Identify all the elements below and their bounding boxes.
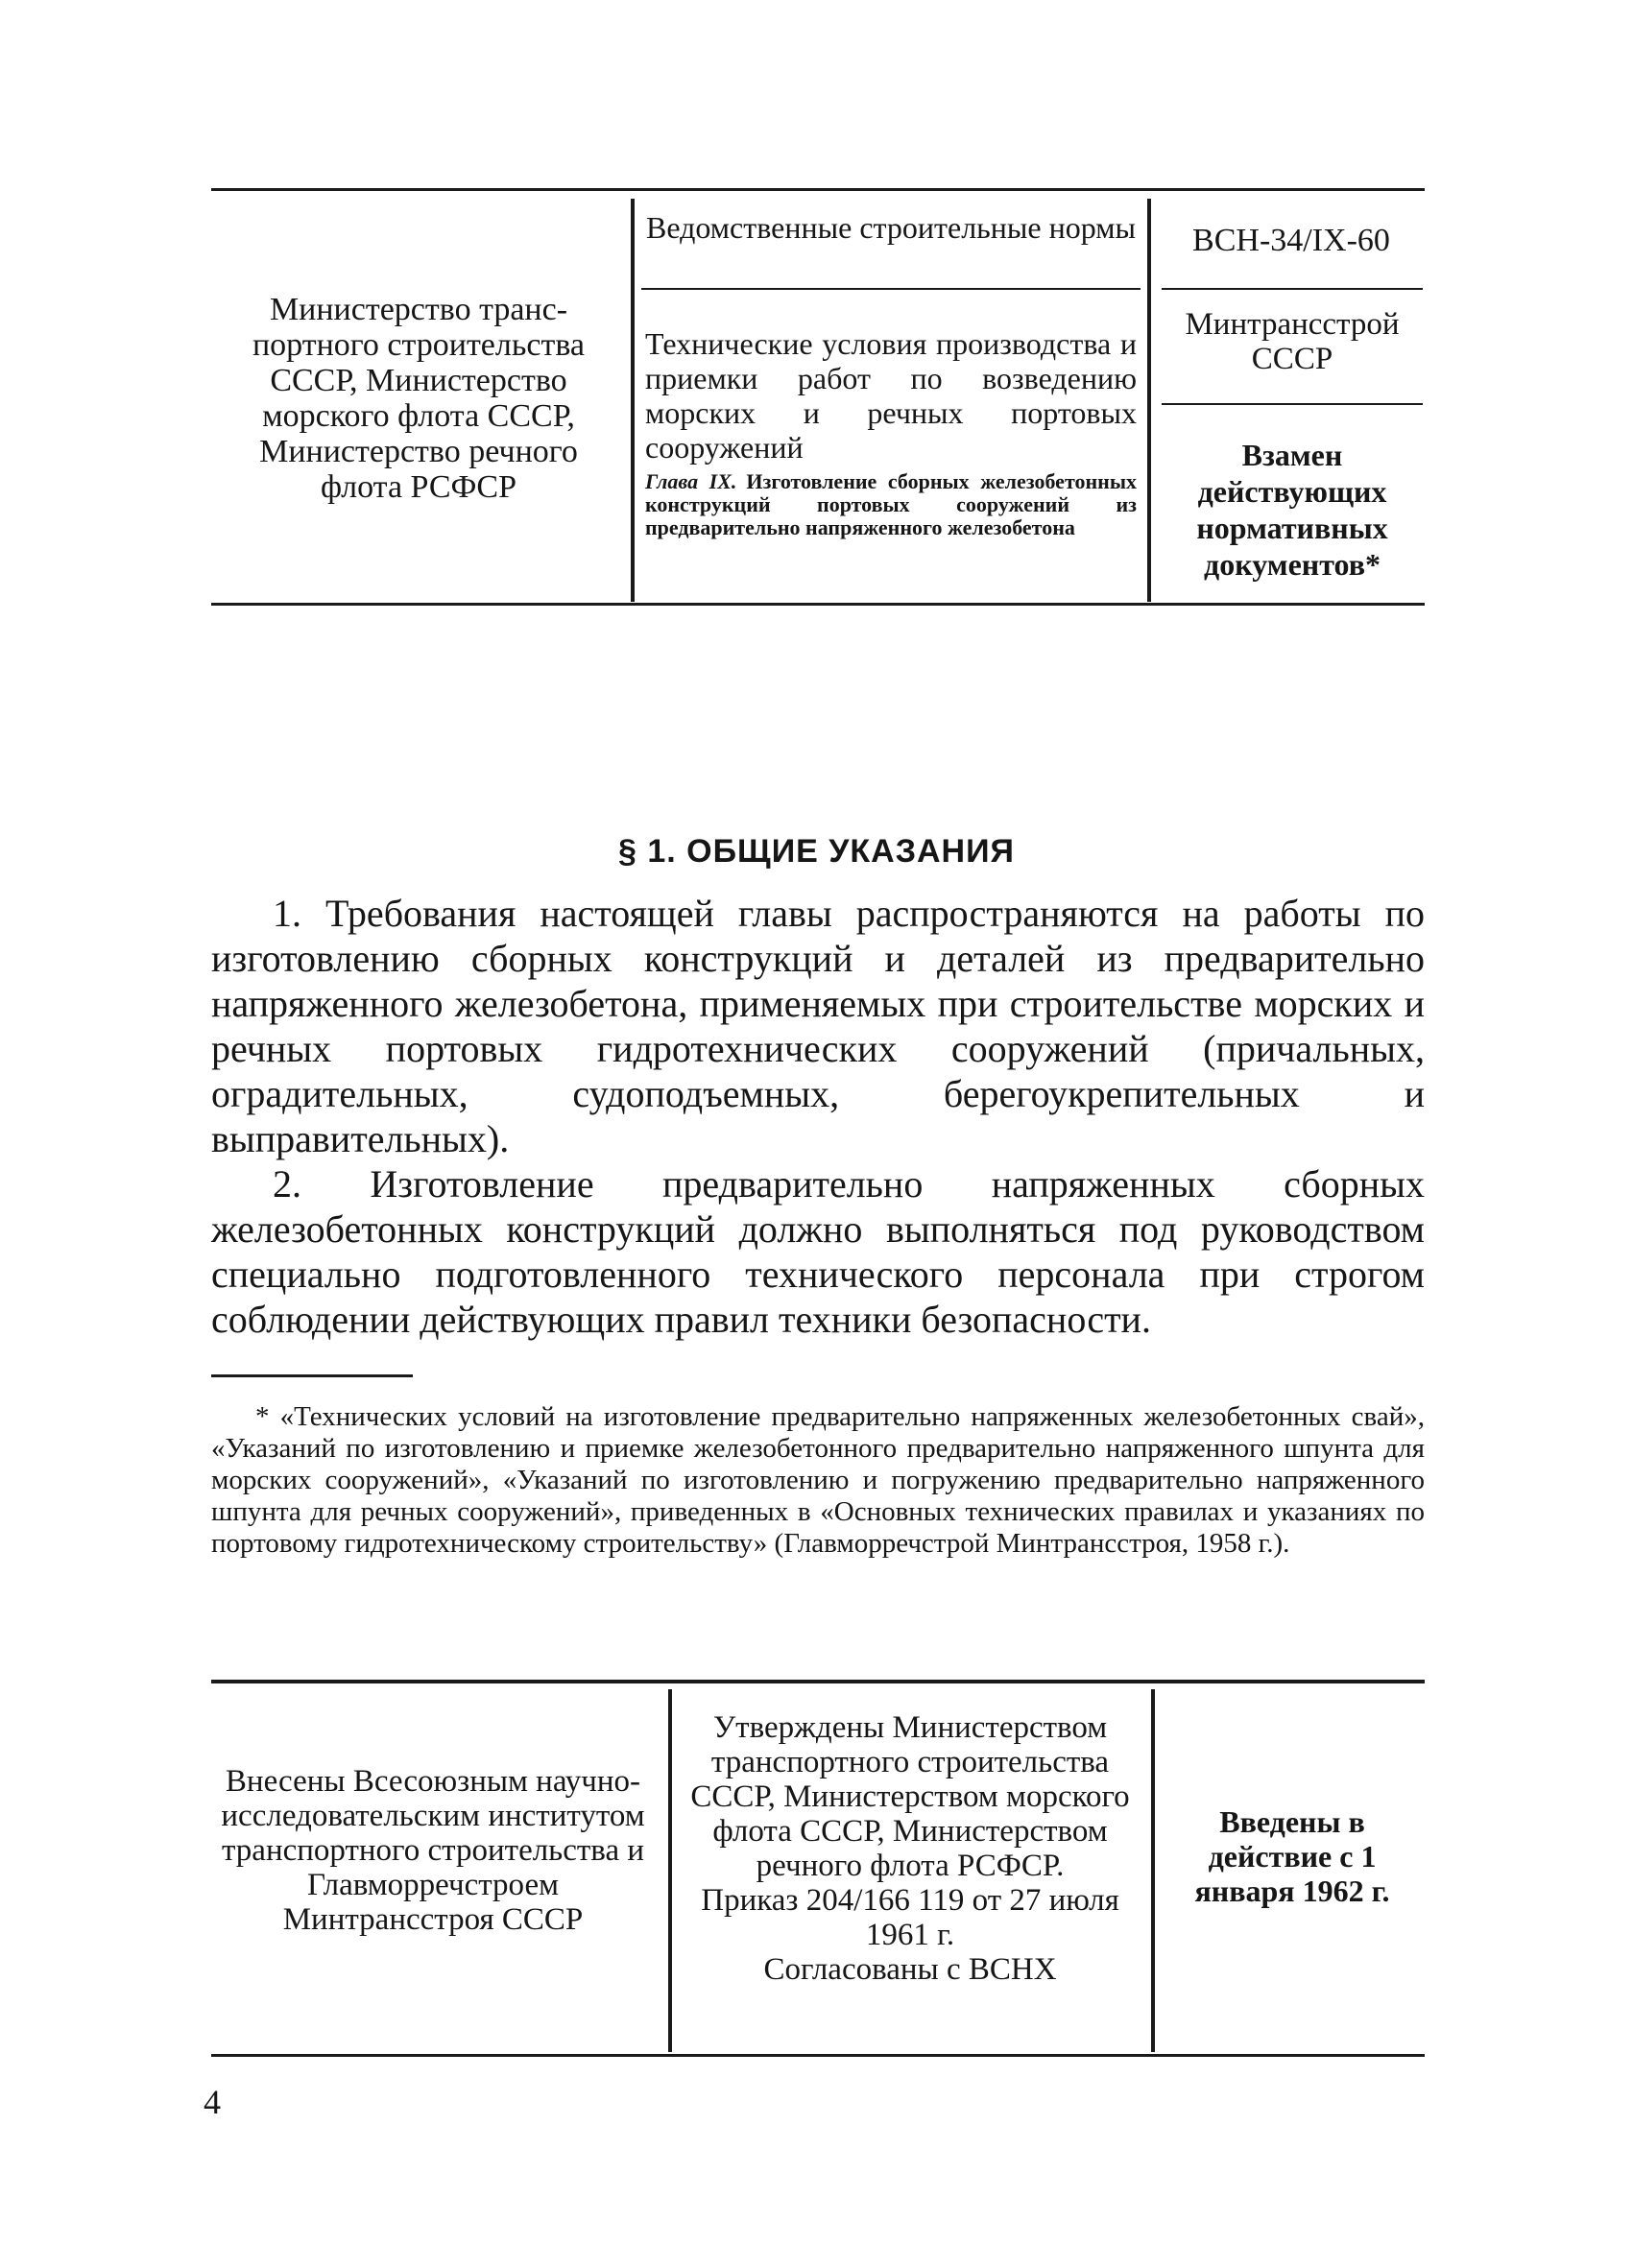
- footnote-separator: [211, 1374, 413, 1377]
- paragraph-2: 2. Изготовление предварительно напряженных сборных железобетонных конструкций должно выполняться под руководством специально подготовленного технического персонала при строгом соблюдении действующих правил техники безопасности.: [211, 1162, 1425, 1341]
- top-table-divider-right: [1147, 199, 1151, 602]
- order-text: Приказ 204/166 119 от 27 июля 1961 г.: [701, 1883, 1119, 1952]
- replaces-cell: Взамен действующих нормативных документов*: [1196, 438, 1388, 582]
- approved-cell: [684, 1710, 1137, 1987]
- bottom-table-bottom-rule: [211, 2054, 1425, 2057]
- footnote-text: * «Технических условий на изготовление предварительно напряженных железобетонных свай», «Указаний по изготовлению и приемке железобетонного предварительно напряженного шпунта для морских сооружений», «Указаний по изготовлению и погружению предварительно напряженного шпунта для речных сооружений», приведенных в «Основных технических правилах и указаниях по портовому гидротехническому строительству» (Главморречстрой Минтрансстроя, 1958 г.).: [211, 1401, 1425, 1559]
- chapter-cell: [645, 470, 1137, 540]
- agency-cell: Минтрансстрой СССР: [1185, 307, 1400, 376]
- issuer-cell: Министерство транс-портного строительства СССР, Министерство морского флота СССР, Министерство речного флота РСФСР: [252, 292, 586, 505]
- effective-cell: Введены в действие с 1 января 1962 г.: [1194, 1804, 1390, 1908]
- top-table-mid-rule-center: [641, 288, 1141, 290]
- paragraph-1: 1. Требования настоящей главы распространяются на работы по изготовлению сборных конструкций и деталей из предварительно напряженного железобетона, применяемых при строительстве морских и речных портовых гидротехнических сооружений (причальных, оградительных, судоподъемных, берегоукрепительных и выправительных).: [211, 892, 1425, 1160]
- top-table-divider-left: [631, 199, 635, 602]
- approved-by: Утверждены Министерством транспортного строительства СССР, Министерством морского флота СССР, Министерством речного флота РСФСР.: [690, 1710, 1130, 1883]
- doc-code-cell: ВСН-34/IX-60: [1192, 223, 1390, 258]
- doc-type-cell: Ведомственные строительные нормы: [646, 210, 1136, 245]
- chapter-title: Изготовление сборных железобетонных конструкций портовых сооружений из предварительно напряженного железобетона: [645, 469, 1137, 540]
- title-main-cell: Технические условия производства и приемки работ по возведению морских и речных портовых сооружений: [645, 326, 1137, 465]
- section-heading: § 1. ОБЩИЕ УКАЗАНИЯ: [618, 833, 1015, 870]
- bottom-table-divider-right: [1151, 1689, 1155, 2052]
- agreed-text: Согласованы с ВСНХ: [763, 1952, 1057, 1987]
- introduced-by-cell: Внесены Всесоюзным научно-исследовательским институтом транспортного строительства и Главморречстроем Минтрансстроя СССР: [221, 1764, 645, 1937]
- bottom-table-top-rule: [211, 1680, 1425, 1683]
- section-body: [211, 891, 1425, 1342]
- bottom-table-divider-left: [668, 1689, 672, 2052]
- top-table-top-rule: [211, 188, 1425, 191]
- top-table-mid-rule-right-2: [1162, 403, 1423, 405]
- footnote: [211, 1401, 1425, 1560]
- top-table-bottom-rule: [211, 603, 1425, 606]
- page-number: 4: [204, 2083, 221, 2121]
- top-table-mid-rule-right-1: [1162, 288, 1423, 290]
- chapter-label: Глава IX.: [645, 469, 737, 493]
